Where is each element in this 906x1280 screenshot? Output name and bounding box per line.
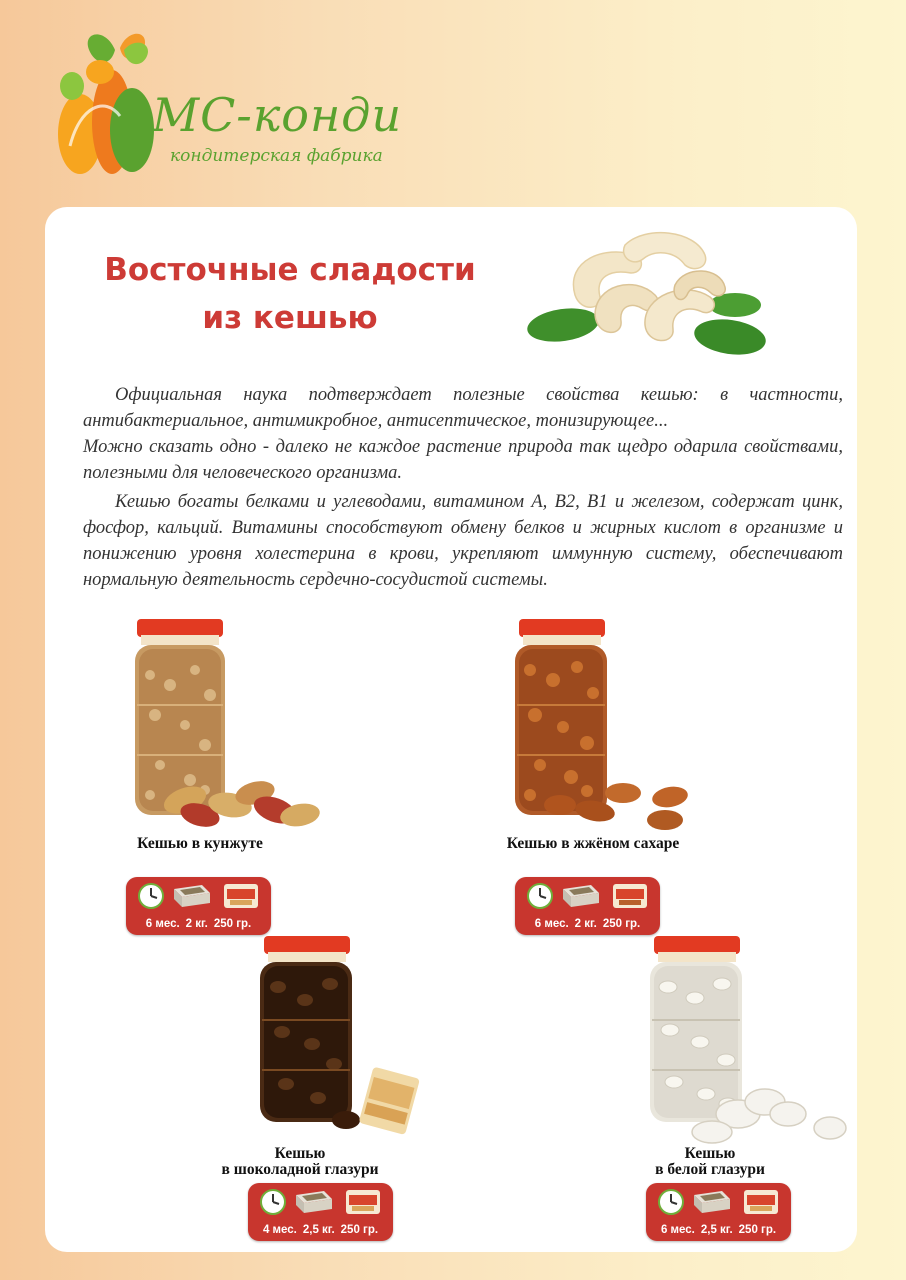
- product-label-line-1: Кешью: [274, 1145, 326, 1162]
- box-weight: 2 кг.: [574, 918, 597, 930]
- product-image-white-glaze: [640, 932, 850, 1147]
- box-icon: [692, 1187, 732, 1215]
- product-label-burnt-sugar: [478, 836, 708, 852]
- package-icon: [344, 1187, 382, 1217]
- product-info-badge: [126, 877, 271, 935]
- box-weight: 2,5 кг.: [302, 1224, 335, 1236]
- product-stats: [646, 1224, 791, 1236]
- shelf-life: 4 мес.: [262, 1224, 297, 1236]
- title-line-1: Восточные сладости: [104, 252, 476, 288]
- package-icon: [222, 881, 260, 911]
- product-image-chocolate: [250, 932, 425, 1147]
- package-icon: [742, 1187, 780, 1217]
- box-icon: [172, 881, 212, 909]
- product-label-sesame: [100, 836, 300, 852]
- product-image-sesame: [125, 615, 335, 840]
- pack-weight: 250 гр.: [738, 1224, 777, 1236]
- pack-weight: 250 гр.: [340, 1224, 379, 1236]
- pack-weight: 250 гр.: [602, 918, 641, 930]
- paragraph-3: Кешью богаты белками и углеводами, витамином А, В2, В1 и железом, содержат цинк, фосфор, кальций. Витамины способствуют обмену белков и жирных кислот в организме и понижению уровня холестерина в крови, укрепляют иммунную систему, обеспечивают нормальную деятельность сердечно-сосудистой системы.: [83, 492, 843, 590]
- product-label-line-1: Кешью: [684, 1145, 736, 1162]
- product-info-badge: [515, 877, 660, 935]
- box-weight: 2,5 кг.: [700, 1224, 733, 1236]
- title-line-2: из кешью: [202, 300, 378, 336]
- product-image-burnt-sugar: [505, 615, 705, 840]
- product-stats: [126, 918, 271, 930]
- shelf-life: 6 мес.: [660, 1224, 695, 1236]
- product-label-chocolate: [210, 1146, 390, 1178]
- page-title: [90, 246, 490, 342]
- product-label-line-1: Кешью в жжёном сахаре: [506, 835, 680, 852]
- product-label-line-2: в белой глазури: [655, 1161, 765, 1178]
- shelf-life: 6 мес.: [534, 918, 569, 930]
- package-icon: [611, 881, 649, 911]
- clock-icon: [527, 881, 553, 911]
- clock-icon: [658, 1187, 684, 1217]
- product-stats: [515, 918, 660, 930]
- product-label-line-2: в шоколадной глазури: [221, 1161, 379, 1178]
- paragraph-1: Официальная наука подтверждает полезные свойства кешью: в частности, антибактериальное, антимикробное, антисептическое, тонизирующее...: [83, 385, 843, 431]
- paragraph-2: Можно сказать одно - далеко не каждое растение природа так щедро одарила свойствами, полезными для человеческого организма.: [83, 437, 843, 483]
- brand-name: МС-конди: [152, 88, 403, 142]
- cashew-nuts-image: [525, 225, 770, 360]
- brand-subtitle: кондитерская фабрика: [170, 146, 383, 166]
- product-label-white-glaze: [620, 1146, 800, 1178]
- product-stats: [248, 1224, 393, 1236]
- shelf-life: 6 мес.: [145, 918, 180, 930]
- product-label-line-1: Кешью в кунжуте: [137, 835, 263, 852]
- product-info-badge: [646, 1183, 791, 1241]
- clock-icon: [138, 881, 164, 911]
- box-icon: [294, 1187, 334, 1215]
- pack-weight: 250 гр.: [213, 918, 252, 930]
- description-text: [83, 382, 843, 593]
- product-info-badge: [248, 1183, 393, 1241]
- clock-icon: [260, 1187, 286, 1217]
- box-weight: 2 кг.: [185, 918, 208, 930]
- box-icon: [561, 881, 601, 909]
